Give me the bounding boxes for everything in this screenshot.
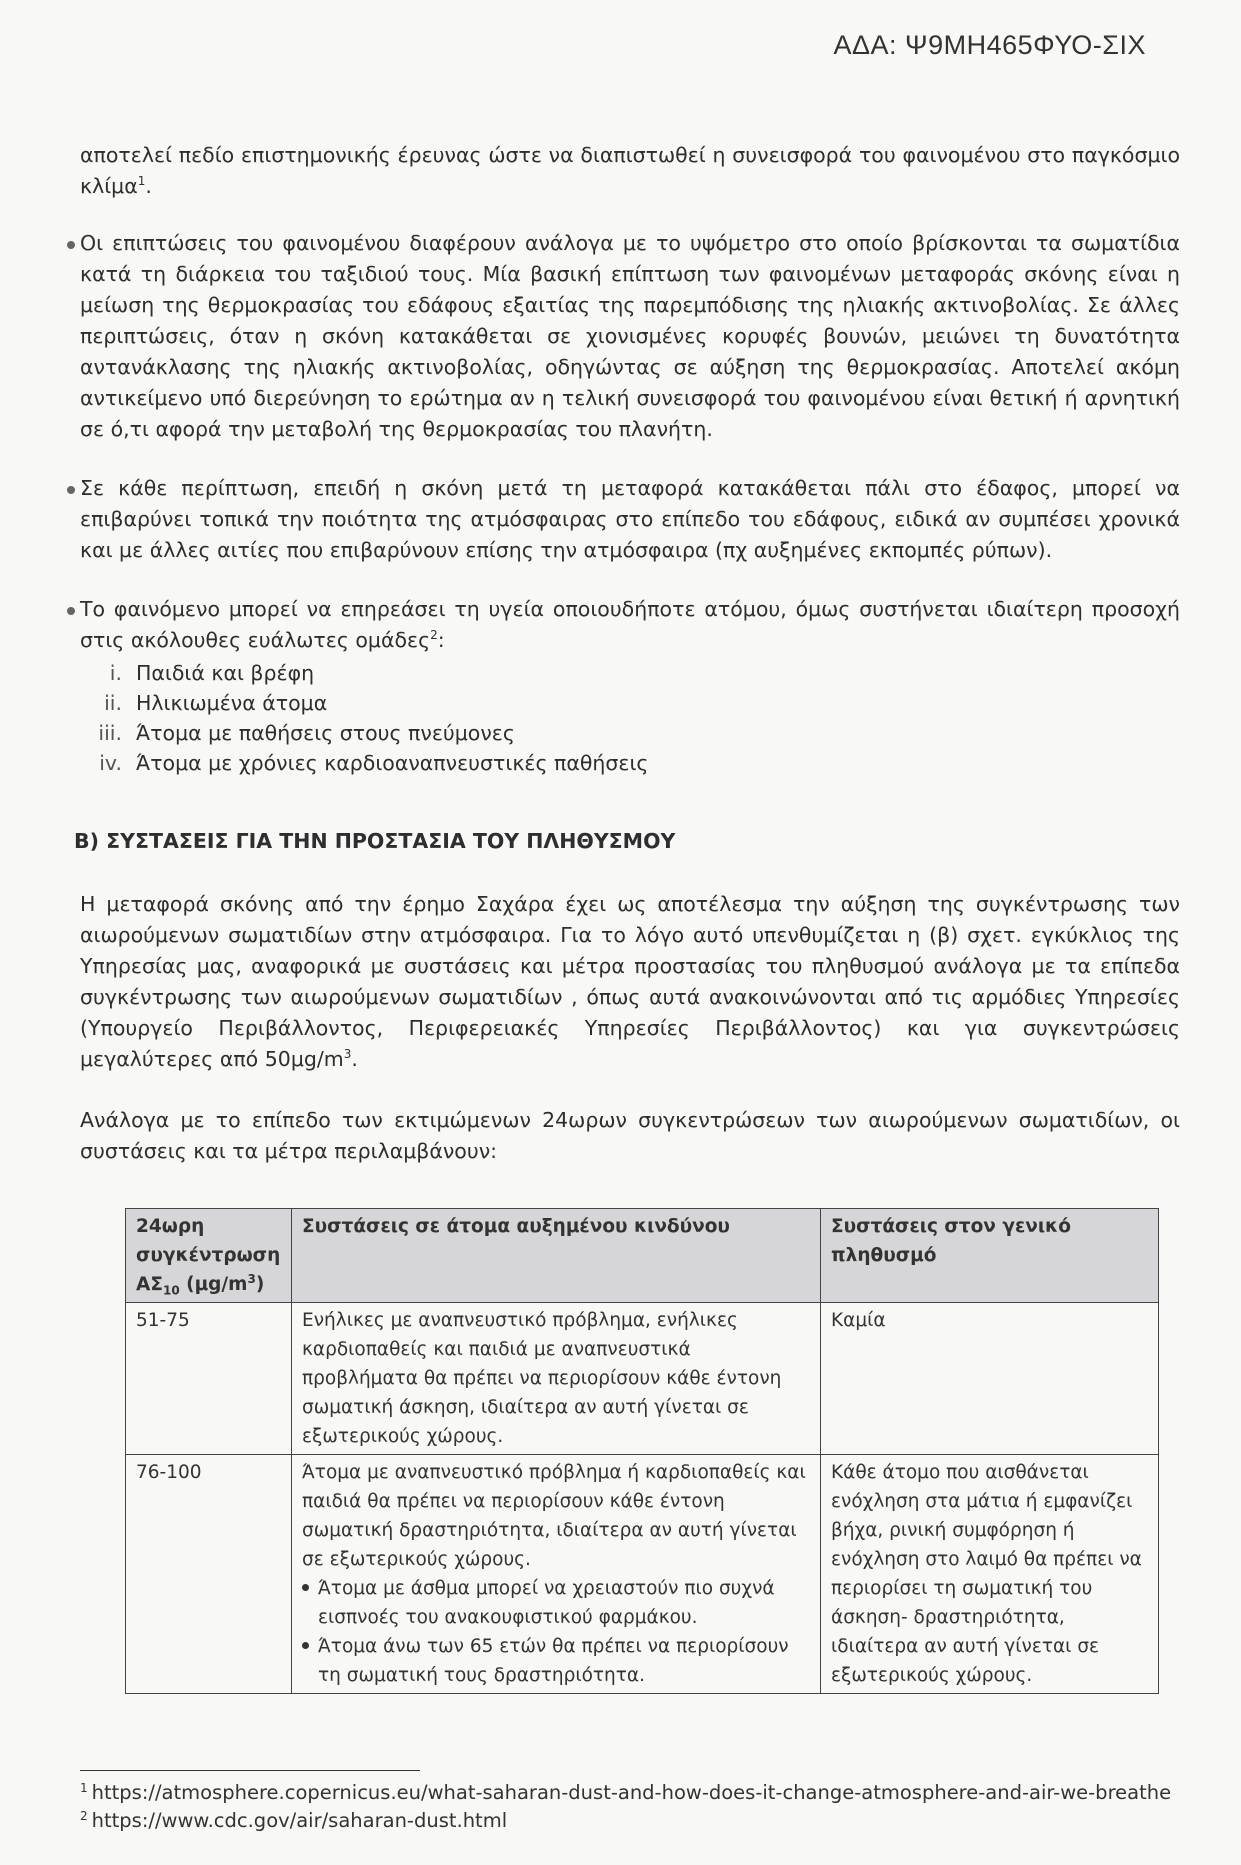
cell-bullet (302, 1632, 810, 1690)
paragraph-5-superscript: 3 (343, 1047, 352, 1062)
cell-bullet-text: Άτομα με άσθμα μπορεί να χρειαστούν πιο συχνά εισπνοές του ανακουφιστικού φαρμάκου. (318, 1578, 775, 1628)
header-concentration (126, 1209, 292, 1303)
bullet-paragraph-effects (80, 228, 1180, 445)
list-item (80, 658, 1180, 688)
header-close: ) (255, 1274, 265, 1295)
cell-bullet (302, 1574, 810, 1632)
list-item-number: iii. (98, 721, 122, 745)
paragraph-1: αποτελεί πεδίο επιστημονικής έρευνας ώστε να διαπιστωθεί η συνεισφορά του φαινομένου στο παγκόσμιο κλίμα$^1$. (80, 143, 1180, 198)
bullet-dot-icon (302, 1632, 318, 1690)
paragraph-5-text: Η μεταφορά σκόνης από την έρημο Σαχάρα έχει ως αποτέλεσμα την αύξηση της συγκέντρωσης των αιωρούμενων σωματιδίων στην ατμόσφαιρα. Για το λόγο αυτό υπενθυμίζεται η (β) σχετ. εγκύκλιος της Υπηρεσίας μας, αναφορικά με συστάσεις και μέτρα προστασίας του πληθυσμού ανάλογα με τα επίπεδα συγκέντρωσης των αιωρούμενων σωματιδίων , όπως αυτά ανακοινώνονται από τις αρμόδιες Υπηρεσίες (Υπουργείο Περιβάλλοντος, Περιφερειακές Υπηρεσίες Περιβάλλοντος) και για συγκεντρώσεις μεγαλύτερες από 50μg/m (80, 892, 1180, 1071)
header-high-risk: Συστάσεις σε άτομα αυξημένου κινδύνου (292, 1209, 821, 1303)
cell-level: 76-100 (126, 1455, 292, 1694)
table-row (126, 1455, 1159, 1694)
footnote-2 (80, 1808, 507, 1834)
footnote-1 (80, 1780, 1171, 1806)
header-superscript: 3 (247, 1271, 256, 1286)
cell-general: Κάθε άτομο που αισθάνεται ενόχληση στα μάτια ή εμφανίζει βήχα, ρινική συμφόρηση ή ενόχληση στο λαιμό θα πρέπει να περιορίσει τη σωματική του άσκηση- δραστηριότητα, ιδιαίτερα αν αυτή γίνεται σε εξωτερικούς χώρους. (821, 1455, 1159, 1694)
footnote-number: 1 (80, 1780, 88, 1795)
document-ada-code: ΑΔΑ: Ψ9ΜΗ465ΦΥΟ-ΣΙΧ (833, 30, 1146, 60)
section-b-heading: Β) ΣΥΣΤΑΣΕΙΣ ΓΙΑ ΤΗΝ ΠΡΟΣΤΑΣΙΑ ΤΟΥ ΠΛΗΘΥΣΜΟΥ (74, 829, 676, 853)
bullet-paragraph-ground-quality (80, 473, 1180, 566)
bullet-paragraph-vulnerable-groups (80, 594, 1180, 656)
header-subscript: 10 (162, 1283, 180, 1298)
paragraph-6: Ανάλογα με το επίπεδο των εκτιμώμενων 24ωρων συγκεντρώσεων των αιωρούμενων σωματιδίων, οι συστάσεις και τα μέτρα περιλαμβάνουν: (80, 1108, 1180, 1163)
list-item-label: Άτομα με παθήσεις στους πνεύμονες (136, 721, 515, 745)
cell-general: Καμία (821, 1303, 1159, 1455)
table-header-row (126, 1209, 1159, 1303)
footnote-number: 2 (80, 1808, 88, 1823)
list-item (80, 718, 1180, 748)
header-concentration-text: 24ωρη συγκέντρωση ΑΣ (136, 1216, 281, 1295)
footnote-ref-2: 2 (430, 628, 438, 643)
footnote-divider (80, 1770, 420, 1771)
list-item-number: ii. (104, 691, 122, 715)
header-general-population: Συστάσεις στον γενικό πληθυσμό (821, 1209, 1159, 1303)
table-row (126, 1303, 1159, 1455)
footnote-ref-1: 1 (137, 174, 146, 189)
recommendations-table (125, 1208, 1159, 1694)
footnote-link[interactable]: https://atmosphere.copernicus.eu/what-saharan-dust-and-how-does-it-change-atmosphere-and-air-we-breathe (91, 1781, 1172, 1804)
list-item-label: Άτομα με χρόνιες καρδιοαναπνευστικές παθήσεις (136, 751, 649, 775)
list-item-label: Ηλικιωμένα άτομα (136, 691, 328, 715)
cell-level: 51-75 (126, 1303, 292, 1455)
bullet-dot-icon (67, 241, 75, 249)
bullet-dot-icon (302, 1574, 318, 1632)
document-body (74, 140, 1180, 1167)
cell-bullet-text: Άτομα άνω των 65 ετών θα πρέπει να περιορίσουν τη σωματική τους δραστηριότητα. (318, 1636, 789, 1686)
vulnerable-groups-list (80, 658, 1180, 778)
list-item (80, 748, 1180, 778)
cell-high-risk-text: Άτομα με αναπνευστικό πρόβλημα ή καρδιοπαθείς και παιδιά θα πρέπει να περιορίσουν κάθε έντονη σωματική δραστηριότητα, ιδιαίτερα αν αυτή γίνεται σε εξωτερικούς χώρους. (302, 1462, 806, 1570)
paragraph-3-text: Σε κάθε περίπτωση, επειδή η σκόνη μετά τη μεταφορά κατακάθεται πάλι στο έδαφος, μπορεί να επιβαρύνει τοπικά την ποιότητα της ατμόσφαιρας στο επίπεδο του εδάφους, ειδικά αν συμπέσει χρονικά και με άλλες αιτίες που επιβαρύνουν επίσης την ατμόσφαιρα (πχ αυξημένες εκπομπές ρύπων). (80, 476, 1180, 562)
cell-high-risk: Ενήλικες με αναπνευστικό πρόβλημα, ενήλικες καρδιοπαθείς και παιδιά με αναπνευστικά προβλήματα θα πρέπει να περιορίσουν κάθε έντονη σωματική άσκηση, ιδιαίτερα αν αυτή γίνεται σε εξωτερικούς χώρους. (292, 1303, 821, 1455)
list-item-number: i. (109, 661, 122, 685)
list-item (80, 688, 1180, 718)
bullet-dot-icon (67, 486, 75, 494)
paragraph-4-colon: : (437, 628, 445, 652)
footnote-link[interactable]: https://www.cdc.gov/air/saharan-dust.html (91, 1809, 508, 1832)
bullet-dot-icon (67, 607, 75, 615)
list-item-number: iv. (99, 751, 122, 775)
cell-high-risk (292, 1455, 821, 1694)
paragraph-1-text: αποτελεί πεδίο επιστημονικής έρευνας ώστε να διαπιστωθεί η συνεισφορά του φαινομένου στο παγκόσμιο κλίμα (80, 143, 1180, 198)
paragraph-5-end: . (351, 1047, 358, 1071)
paragraph-4-text: Το φαινόμενο μπορεί να επηρεάσει τη υγεία οποιουδήποτε ατόμου, όμως συστήνεται ιδιαίτερη προσοχή στις ακόλουθες ευάλωτες ομάδες (80, 597, 1180, 652)
header-unit: (μg/m (179, 1274, 248, 1295)
paragraph-2-text: Οι επιπτώσεις του φαινομένου διαφέρουν ανάλογα με το υψόμετρο στο οποίο βρίσκονται τα σωματίδια κατά τη διάρκεια του ταξιδιού τους. Μία βασική επίπτωση των φαινομένων μεταφοράς σκόνης είναι η μείωση της θερμοκρασίας του εδάφους εξαιτίας της παρεμπόδισης της ηλιακής ακτινοβολίας. Σε άλλες περιπτώσεις, όταν η σκόνη κατακάθεται σε χιονισμένες κορυφές βουνών, μειώνει τη δυνατότητα αντανάκλασης της ηλιακής ακτινοβολίας, οδηγώντας σε αύξηση της θερμοκρασίας. Αποτελεί ακόμη αντικείμενο υπό διερεύνηση το ερώτημα αν η τελική συνεισφορά του φαινομένου είναι θετική ή αρνητική σε ό,τι αφορά την μεταβολή της θερμοκρασίας του πλανήτη. (80, 231, 1180, 441)
list-item-label: Παιδιά και βρέφη (136, 661, 315, 685)
paragraph-5 (80, 889, 1180, 1075)
